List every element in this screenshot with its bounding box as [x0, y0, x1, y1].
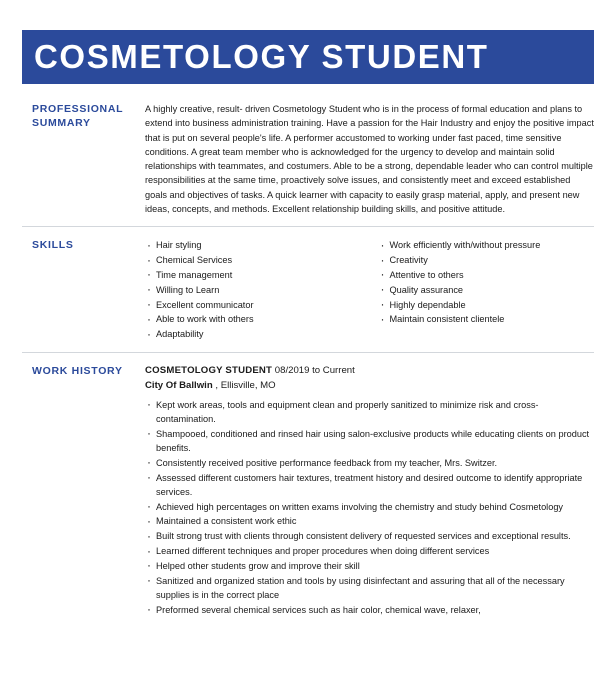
- list-item: · Adaptability: [145, 327, 361, 341]
- skills-column-left: [145, 238, 361, 342]
- list-item: · Sanitized and organized station and tools by using disinfectant and assuring that all of the necessary supplies is in the correct place: [145, 574, 594, 603]
- list-item: · Creativity: [379, 253, 595, 267]
- work-history-entry: [145, 364, 594, 617]
- section-label-professional-summary: PROFESSIONAL SUMMARY: [32, 103, 124, 129]
- list-item: · Highly dependable: [379, 298, 595, 312]
- section-body-work-history: [145, 364, 594, 618]
- professional-summary-text: A highly creative, result- driven Cosmetology Student who is in the process of formal education and plans to extend into business administration training. Have a passion for the Hair Industry and enjoy the positive impact that is put on several people's life. A performer accustomed to working under fast paced, time sensitive conditions. A great team member who is acknowledged for the urgency to develop and maintain solid relationships with teammates, and costumers. Able to be a strong, dependable leader who can control multiple responsibilities at the same time, proactively solve issues, and consistently meet and exceed established goals and objectives of tasks. A quick learner with capacity to easily grasp material, apply, and present new ideas, concepts, and methods. Excellent relationship building skills, and positive attitude.: [145, 104, 594, 215]
- list-item: · Time management: [145, 268, 361, 282]
- skills-columns: [145, 238, 594, 342]
- list-item: · Able to work with others: [145, 312, 361, 326]
- job-responsibilities-list: [145, 398, 594, 617]
- list-item: · Built strong trust with clients through consistent delivery of requested services and exceptional results.: [145, 529, 594, 543]
- list-item: · Helped other students grow and improve their skill: [145, 559, 594, 573]
- list-item: · Chemical Services: [145, 253, 361, 267]
- list-item: · Willing to Learn: [145, 283, 361, 297]
- list-item: · Attentive to others: [379, 268, 595, 282]
- section-professional-summary: [22, 102, 594, 226]
- list-item: · Hair styling: [145, 238, 361, 252]
- job-company-line: [145, 379, 594, 393]
- job-title: COSMETOLOGY STUDENT: [145, 364, 273, 376]
- job-company: City Of Ballwin: [145, 380, 213, 392]
- section-label-skills: SKILLS: [32, 239, 74, 252]
- job-title-line: [145, 364, 594, 378]
- list-item: · Excellent communicator: [145, 298, 361, 312]
- job-dates: 08/2019 to Current: [274, 364, 355, 376]
- resume-content: [22, 102, 594, 628]
- skills-list-right: [379, 238, 595, 326]
- section-work-history: [22, 352, 594, 628]
- list-item: · Kept work areas, tools and equipment clean and properly sanitized to minimize risk and cross-contamination.: [145, 398, 594, 427]
- page-title: COSMETOLOGY STUDENT: [34, 38, 489, 75]
- resume-header-band: [22, 30, 594, 84]
- list-item: · Consistently received positive performance feedback from my teacher, Mrs. Switzer.: [145, 456, 594, 470]
- list-item: · Quality assurance: [379, 283, 595, 297]
- list-item: · Assessed different customers hair textures, treatment history and desired outcome to identify appropriate services.: [145, 471, 594, 500]
- list-item: · Shampooed, conditioned and rinsed hair using salon-exclusive products while educating clients on product benefits.: [145, 427, 594, 456]
- list-item: · Maintained a consistent work ethic: [145, 514, 594, 528]
- list-item: · Maintain consistent clientele: [379, 312, 595, 326]
- section-body-professional-summary: [145, 102, 594, 216]
- skills-list-left: [145, 238, 361, 341]
- list-item: · Preformed several chemical services such as hair color, chemical wave, relaxer,: [145, 603, 594, 617]
- section-label-work-history: WORK HISTORY: [32, 364, 123, 377]
- skills-column-right: [379, 238, 595, 342]
- list-item: · Learned different techniques and proper procedures when doing different services: [145, 544, 594, 558]
- list-item: · Work efficiently with/without pressure: [379, 238, 595, 252]
- list-item: · Achieved high percentages on written exams involving the chemistry and study behind Cosmetology: [145, 500, 594, 514]
- job-location: , Ellisville, MO: [215, 380, 276, 392]
- section-body-skills: [145, 238, 594, 342]
- section-skills: [22, 226, 594, 352]
